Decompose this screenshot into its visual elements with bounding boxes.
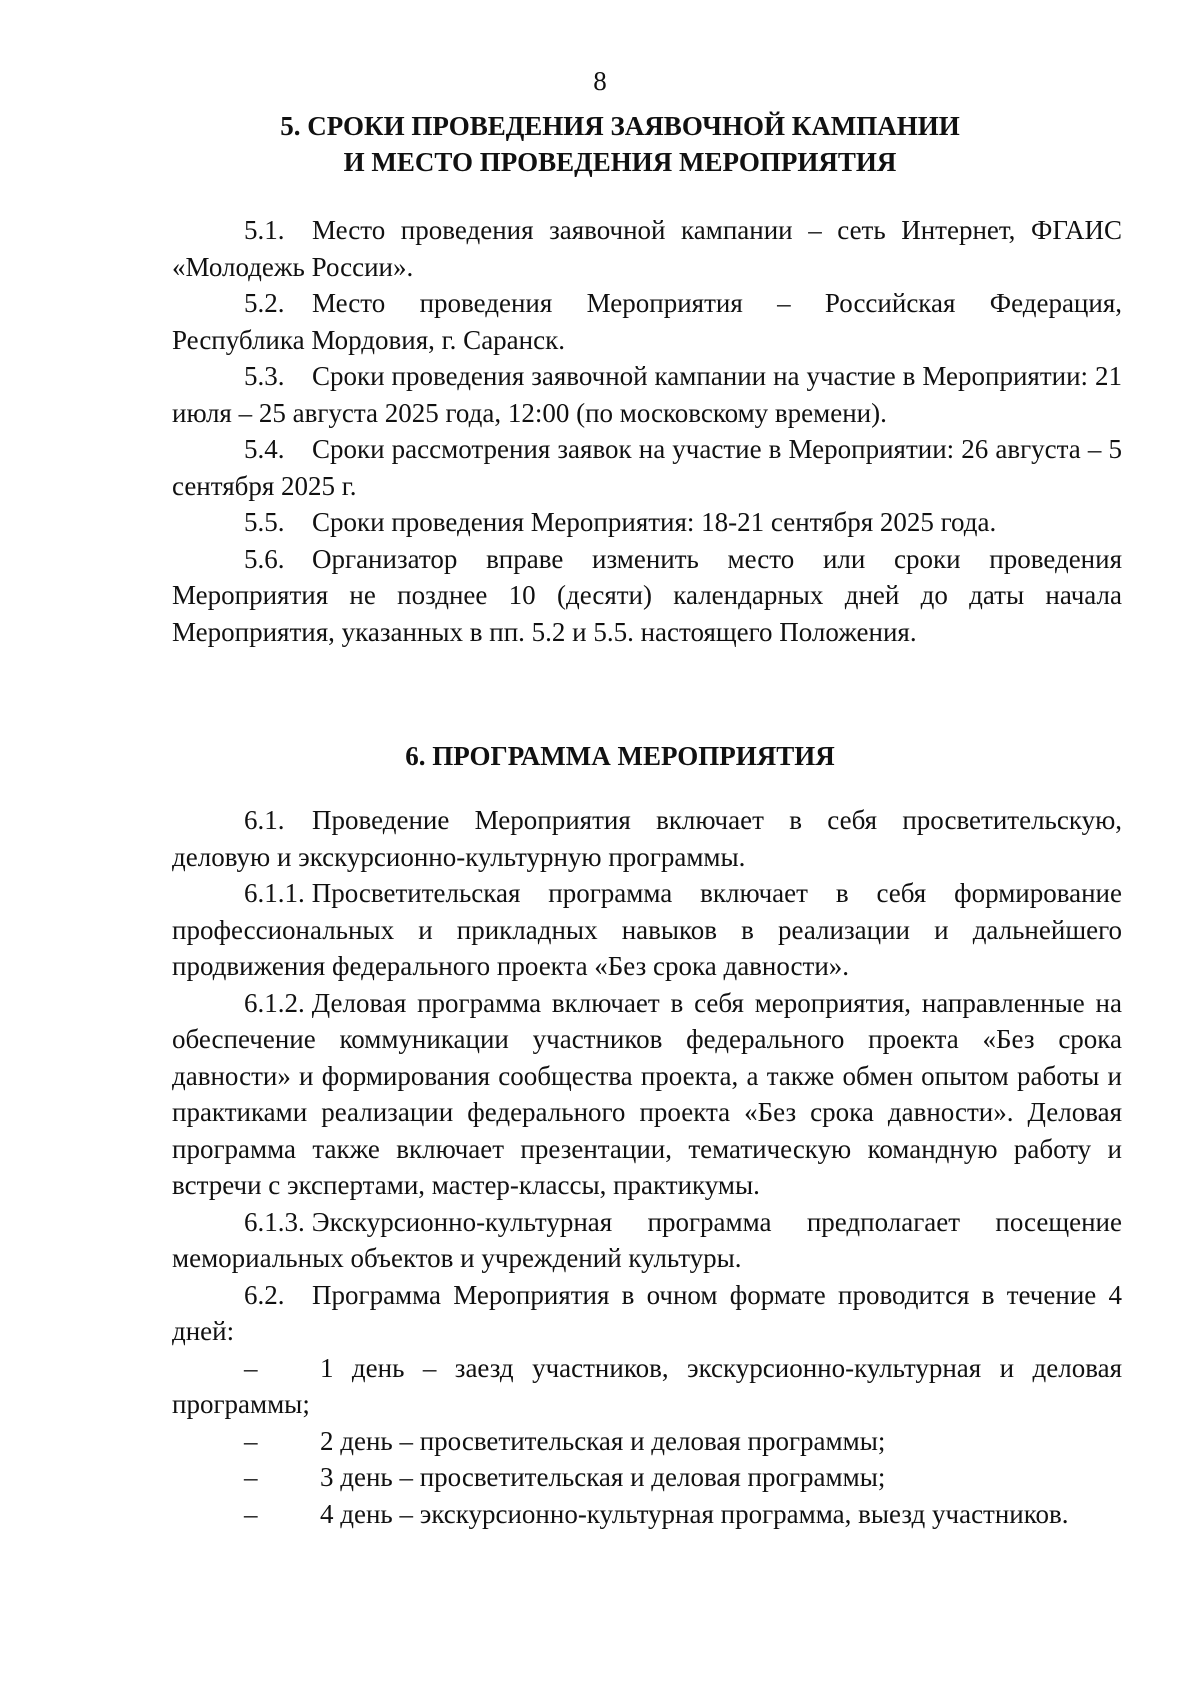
clause-text: Место проведения заявочной кампании – сеть Интернет, ФГАИС «Молодежь России».: [172, 215, 1122, 282]
clause-6-1-3: [172, 1204, 1122, 1277]
clause-number: 5.6.: [244, 543, 285, 574]
clause-6-2: [172, 1277, 1122, 1350]
section-5-body: [172, 212, 1122, 650]
dash-marker: –: [244, 1425, 258, 1456]
section-5-title-line-1: 5. СРОКИ ПРОВЕДЕНИЯ ЗАЯВОЧНОЙ КАМПАНИИ: [280, 111, 960, 141]
clause-text: Деловая программа включает в себя мероприятия, направленные на обеспечение коммуникации участников федерального проекта «Без срока давности» и формирования сообщества проекта, а также обмен опытом работы и практиками реализации федерального проекта «Без срока давности». Деловая программа также включает презентации, тематическую командную работу и встречи с экспертами, мастер-классы, практикумы.: [172, 987, 1122, 1200]
clause-number: 5.3.: [244, 361, 285, 391]
clause-5-4: [172, 431, 1122, 504]
clause-5-5: [172, 504, 1122, 541]
dash-marker: –: [244, 1498, 258, 1529]
clause-number: 5.1.: [244, 215, 285, 245]
section-5-title-line-2: И МЕСТО ПРОВЕДЕНИЯ МЕРОПРИЯТИЯ: [343, 147, 897, 177]
clause-number: 5.4.: [244, 434, 285, 464]
page-number: 8: [593, 66, 607, 96]
section-6-title: 6. ПРОГРАММА МЕРОПРИЯТИЯ: [405, 741, 835, 771]
clause-text: Сроки рассмотрения заявок на участие в Мероприятии: 26 августа – 5 сентября 2025 г.: [172, 434, 1122, 501]
clause-text: Просветительская программа включает в себя формирование профессиональных и прикладных навыков в реализации и дальнейшего продвижения федерального проекта «Без срока давности».: [172, 878, 1122, 981]
dash-marker: –: [244, 1462, 258, 1492]
day-item-3: [172, 1459, 1122, 1496]
section-5-title: [160, 108, 1080, 180]
day-item-4: [172, 1496, 1122, 1533]
clause-text: Сроки проведения Мероприятия: 18-21 сентября 2025 года.: [312, 507, 997, 537]
day-text: 1 день – заезд участников, экскурсионно-культурная и деловая программы;: [172, 1352, 1122, 1419]
day-item-1: [172, 1350, 1122, 1423]
dash-marker: –: [244, 1352, 258, 1383]
clause-5-2: [172, 285, 1122, 358]
clause-number: 6.2.: [244, 1279, 285, 1310]
clause-text: Проведение Мероприятия включает в себя просветительскую, деловую и экскурсионно-культурную программы.: [172, 805, 1122, 872]
clause-5-3: [172, 358, 1122, 431]
clause-text: Экскурсионно-культурная программа предполагает посещение мемориальных объектов и учреждений культуры.: [172, 1206, 1122, 1273]
clause-number: 5.2.: [244, 288, 285, 318]
clause-6-1-1: [172, 875, 1122, 985]
clause-text: Сроки проведения заявочной кампании на участие в Мероприятии: 21 июля – 25 августа 2025 года, 12:00 (по московскому времени).: [172, 361, 1122, 428]
clause-number: 5.5.: [244, 507, 285, 537]
clause-number: 6.1.2.: [244, 987, 305, 1018]
section-6-body: [172, 802, 1122, 1532]
clause-text: Место проведения Мероприятия – Российская Федерация, Республика Мордовия, г. Саранск.: [172, 288, 1122, 355]
day-text: 4 день – экскурсионно-культурная программа, выезд участников.: [320, 1498, 1069, 1529]
clause-number: 6.1.1.: [244, 878, 305, 908]
day-text: 2 день – просветительская и деловая программы;: [320, 1425, 886, 1456]
clause-text: Организатор вправе изменить место или сроки проведения Мероприятия не позднее 10 (десяти) календарных дней до даты начала Мероприятия, указанных в пп. 5.2 и 5.5. настоящего Положения.: [172, 543, 1122, 647]
day-item-2: [172, 1423, 1122, 1460]
clause-5-6: [172, 541, 1122, 651]
clause-6-1-2: [172, 985, 1122, 1204]
clause-5-1: [172, 212, 1122, 285]
clause-number: 6.1.: [244, 805, 285, 835]
clause-number: 6.1.3.: [244, 1206, 305, 1237]
clause-text: Программа Мероприятия в очном формате проводится в течение 4 дней:: [172, 1279, 1122, 1346]
clause-6-1: [172, 802, 1122, 875]
day-text: 3 день – просветительская и деловая программы;: [320, 1462, 886, 1492]
